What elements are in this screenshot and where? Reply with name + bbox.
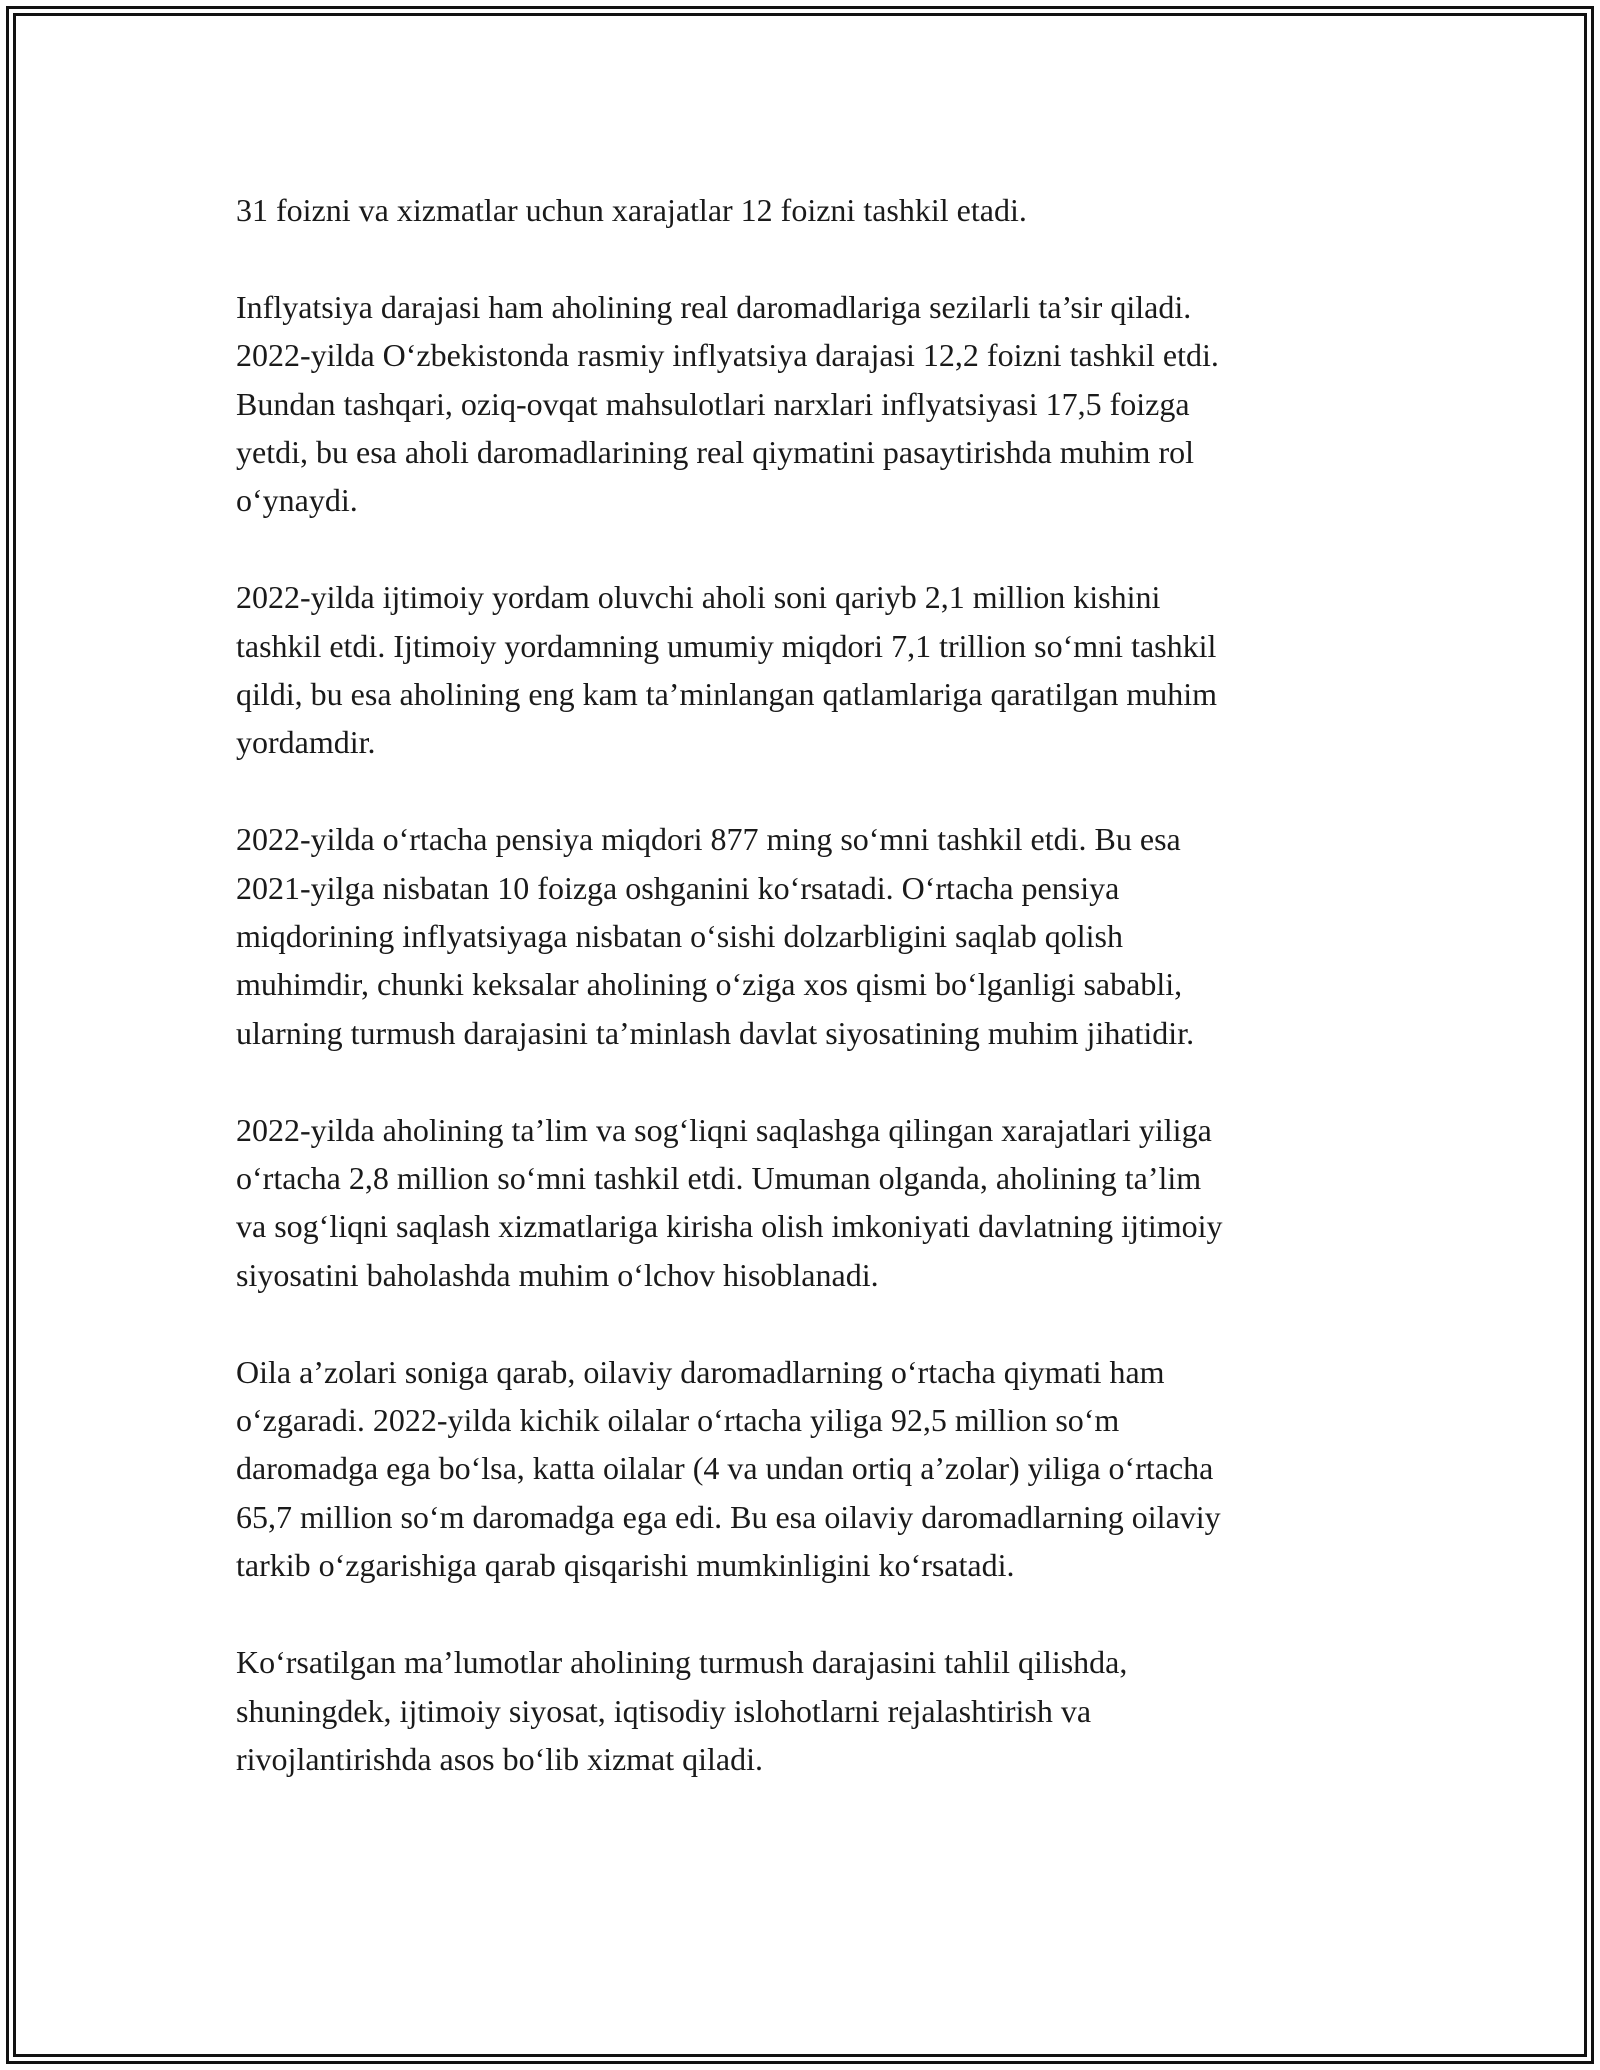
document-body — [236, 186, 1406, 1783]
text-line: o‘ynaydi. — [236, 482, 358, 519]
paragraph-5 — [236, 1106, 1406, 1300]
text-line: qildi, bu esa aholining eng kam ta’minlangan qatlamlariga qaratilgan muhim — [236, 676, 1218, 713]
text-line: 31 foizni va xizmatlar uchun xarajatlar 12 foizni tashkil etadi. — [236, 192, 1027, 228]
text-line: ularning turmush darajasini ta’minlash davlat siyosatining muhim jihatidir. — [236, 1014, 1195, 1051]
text-line: siyosatini baholashda muhim o‘lchov hisoblanadi. — [236, 1256, 879, 1293]
text-line: va sog‘liqni saqlash xizmatlariga kirisha olish imkoniyati davlatning ijtimoiy — [236, 1208, 1223, 1245]
text-line: Inflyatsiya darajasi ham aholining real daromadlariga sezilarli ta’sir qiladi. — [236, 288, 1192, 325]
text-line: 65,7 million so‘m daromadga ega edi. Bu esa oilaviy daromadlarning oilaviy — [236, 1498, 1221, 1535]
text-line: muhimdir, chunki keksalar aholining o‘ziga xos qismi bo‘lganligi sababli, — [236, 966, 1183, 1003]
paragraph-1 — [236, 186, 1406, 234]
text-line: 2021-yilga nisbatan 10 foizga oshganini ko‘rsatadi. O‘rtacha pensiya — [236, 869, 1120, 906]
text-line: 2022-yilda O‘zbekistonda rasmiy inflyatsiya darajasi 12,2 foizni tashkil etdi. — [236, 337, 1219, 374]
text-line: yordamdir. — [236, 724, 376, 761]
text-line: o‘rtacha 2,8 million so‘mni tashkil etdi. Umuman olganda, aholining ta’lim — [236, 1160, 1202, 1197]
text-line: daromadga ega bo‘lsa, katta oilalar (4 va undan ortiq a’zolar) yiliga o‘rtacha — [236, 1450, 1214, 1487]
text-line: tarkib o‘zgarishiga qarab qisqarishi mumkinligini ko‘rsatadi. — [236, 1547, 1015, 1584]
text-line: rivojlantirishda asos bo‘lib xizmat qiladi. — [236, 1740, 764, 1777]
text-line: Oila a’zolari soniga qarab, oilaviy daromadlarning o‘rtacha qiymati ham — [236, 1353, 1165, 1390]
text-line: o‘zgaradi. 2022-yilda kichik oilalar o‘rtacha yiliga 92,5 million so‘m — [236, 1402, 1120, 1439]
paragraph-2 — [236, 283, 1406, 525]
text-line: yetdi, bu esa aholi daromadlarining real qiymatini pasaytirishda muhim rol — [236, 434, 1194, 471]
paragraph-3 — [236, 573, 1406, 767]
paragraph-7 — [236, 1638, 1406, 1783]
text-line: Ko‘rsatilgan ma’lumotlar aholining turmush darajasini tahlil qilishda, — [236, 1644, 1128, 1681]
paragraph-6 — [236, 1348, 1406, 1590]
text-line: 2022-yilda ijtimoiy yordam oluvchi aholi soni qariyb 2,1 million kishini — [236, 579, 1161, 616]
text-line: tashkil etdi. Ijtimoiy yordamning umumiy miqdori 7,1 trillion so‘mni tashkil — [236, 627, 1217, 664]
text-line: shuningdek, ijtimoiy siyosat, iqtisodiy islohotlarni rejalashtirish va — [236, 1692, 1092, 1729]
text-line: 2022-yilda aholining ta’lim va sog‘liqni saqlashga qilingan xarajatlari yiliga — [236, 1111, 1212, 1148]
text-line: Bundan tashqari, oziq-ovqat mahsulotlari narxlari inflyatsiyasi 17,5 foizga — [236, 385, 1190, 422]
text-line: miqdorining inflyatsiyaga nisbatan o‘sishi dolzarbligini saqlab qolish — [236, 918, 1123, 955]
paragraph-4 — [236, 815, 1406, 1057]
text-line: 2022-yilda o‘rtacha pensiya miqdori 877 ming so‘mni tashkil etdi. Bu esa — [236, 821, 1181, 858]
